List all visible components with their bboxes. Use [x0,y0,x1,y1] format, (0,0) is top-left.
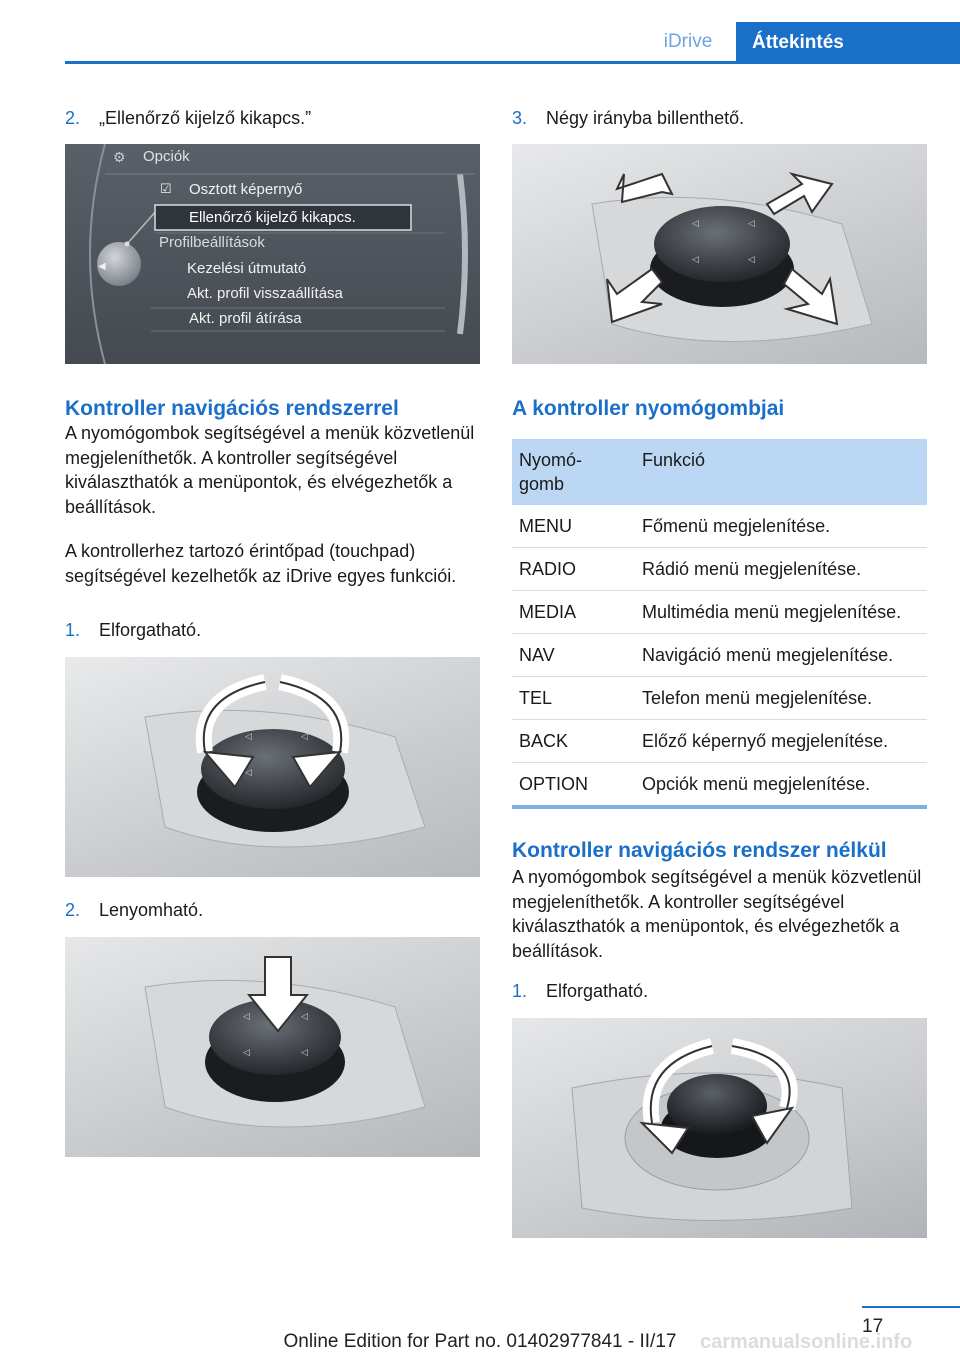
table-row [512,634,927,677]
footer-rule [862,1306,960,1308]
svg-text:◁: ◁ [243,1047,250,1057]
item-number: 1. [512,981,528,1001]
section-heading: A kontroller nyomógombjai [512,397,785,420]
table-row [512,763,927,808]
list-item [512,979,927,1003]
svg-text:◁: ◁ [301,1011,308,1021]
section-heading: Kontroller navigációs rendszerrel [65,397,399,420]
table-cell: Rádió menü megjelenítése. [635,548,927,591]
options-menu-figure [65,144,480,364]
header-chapter-tab: Áttekintés [736,22,960,64]
svg-text:◁: ◁ [245,767,252,777]
edition-footer: Online Edition for Part no. 01402977841 - II/17 [283,1331,677,1352]
menu-item: Kezelési útmutató [187,260,307,277]
svg-text:◁: ◁ [692,218,699,228]
table-cell: Telefon menü megjelenítése. [635,677,927,720]
paragraph: A nyomógombok segítségével a menük közvetlenül megjeleníthetők. A kontroller segítségével kiválaszthatók a menüpontok, és elvégezhetők a beállítások. [512,867,922,961]
item-number: 2. [65,900,81,920]
table-row [512,677,927,720]
table-header-row [512,439,927,505]
options-menu-screen [65,144,480,364]
table-row [512,548,927,591]
menu-item: Osztott képernyő [189,181,303,198]
section-heading: Kontroller navigációs rendszer nélkül [512,839,887,862]
menu-item: Akt. profil átírása [189,310,302,327]
svg-text:◁: ◁ [301,1047,308,1057]
controller-rotate-nonav-figure [512,1018,927,1238]
header-rule [65,61,960,64]
svg-text:☑: ☑ [160,181,172,196]
watermark: carmanualsonline.info [700,1331,913,1353]
svg-text:◁: ◁ [243,1011,250,1021]
menu-item: Akt. profil visszaállítása [187,285,343,302]
table-cell: MEDIA [512,591,635,634]
header-chapter-section: iDrive [663,31,713,52]
table-cell: BACK [512,720,635,763]
item-text: Elforgatható. [99,620,202,640]
svg-text:◁: ◁ [245,731,252,741]
item-text: Lenyomható. [99,900,204,920]
item-text: Elforgatható. [546,981,649,1001]
svg-text:◁: ◁ [692,254,699,264]
svg-text:◀: ◀ [98,261,106,272]
column-header: Funkció [635,439,927,505]
list-item [512,106,927,130]
controller-buttons-table [512,439,927,809]
table-cell: NAV [512,634,635,677]
table-cell: Előző képernyő megjelenítése. [635,720,927,763]
list-item [65,618,480,642]
svg-text:◁: ◁ [748,218,755,228]
table-row [512,591,927,634]
table-cell: Multimédia menü megjelenítése. [635,591,927,634]
list-item [65,898,480,922]
paragraph: A nyomógombok segítségével a menük közvetlenül megjeleníthetők. A kontroller segítségével kiválaszthatók a menüpontok, és elvégezhetők a beállítások. [65,423,475,517]
table-cell: Főmenü megjelenítése. [635,505,927,548]
table-row [512,720,927,763]
menu-item: Ellenőrző kijelző kikapcs. [189,209,356,226]
page-number: 17 [862,1316,884,1337]
item-text: Négy irányba billenthető. [546,108,745,128]
controller-rotate-figure [65,657,480,877]
item-number: 2. [65,108,81,128]
controller-press-figure [65,937,480,1157]
controller-tilt-figure [512,144,927,364]
table-cell: TEL [512,677,635,720]
svg-text:⚙: ⚙ [113,149,126,165]
item-number: 3. [512,108,528,128]
menu-item: Profilbeállítások [159,234,265,251]
table-cell: Opciók menü megjelenítése. [635,763,927,808]
paragraph: A kontrollerhez tartozó érintőpad (touchpad) segítségével kezelhetők az iDrive egyes funkciói. [65,541,457,586]
table-cell: RADIO [512,548,635,591]
item-number: 1. [65,620,81,640]
svg-text:◁: ◁ [748,254,755,264]
column-header: Nyomó- gomb [512,439,635,505]
table-cell: MENU [512,505,635,548]
svg-text:◁: ◁ [301,731,308,741]
item-text: „Ellenőrző kijelző kikapcs.” [99,108,312,128]
table-cell: Navigáció menü megjelenítése. [635,634,927,677]
table-cell: OPTION [512,763,635,808]
table-row [512,505,927,548]
list-item [65,106,480,130]
menu-title: Opciók [143,148,190,165]
